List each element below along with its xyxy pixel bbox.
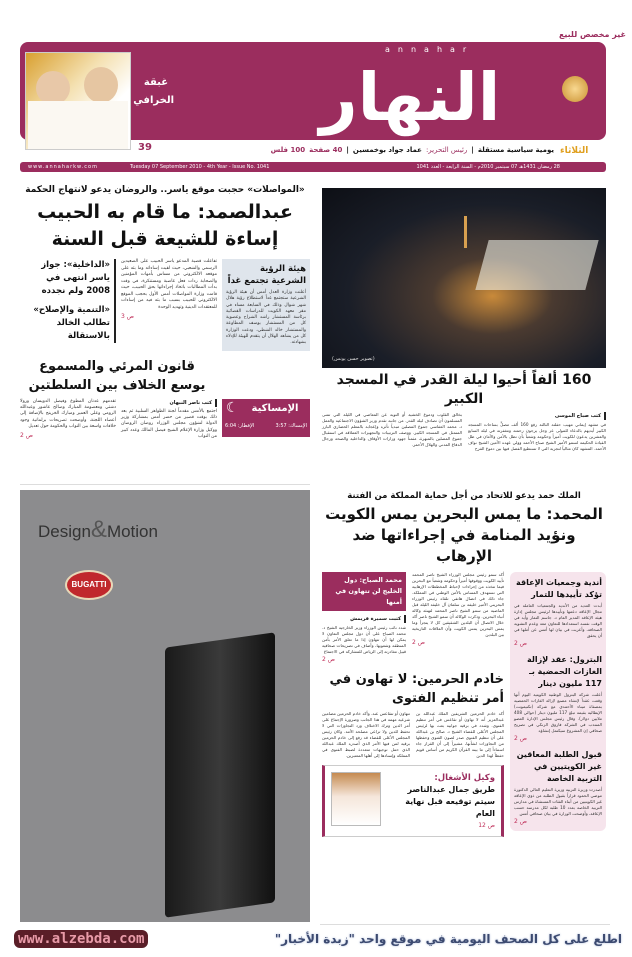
sidebar-body: أصدرت وزيرة التربية وزيرة التعليم العالي الدكتورة موضي الحمود قراراً بقبول الطلبة من ذوي الإعاقة غير الكويتيين من أبناء الفئات المستثناة في مدارس التربية الخاصة بعدد 10 طلبة لكل مدرسة حسب الإعاقة، وأوضحت الوزارة في بيان صحافي أمس [514,787,603,816]
masthead-photo [25,52,131,150]
fatwa-body-2: تتهاون أو تتقاعس عنه. وأكد خادم الحرمين مضامين شرعية مهمة في هذا الجانب وضرورة الإجماع على أمر الدين وترك الاختلاف ورد التجاوزات التي لا تحفظ للدين ولا تراعي مصلحة الأمة. وكان رئيس المجلس الأعلى للقضاء قد رفع إلى خادم الحرمين برقية لمن فيها الأمر الذي أصدره الملك عبدالله الذي حمل توجيهات متعددة لضبط الفتوى في المملكة وإسنادها إلى أهلها المعتبرين. [322,711,410,758]
masthead-info: يومية سياسية مستقلة | رئيس التحرير: عماد جواد بوخمسين | 40 صفحة 100 فلس [270,146,554,154]
not-for-sale-label: غير مخصص للبيع [558,30,626,39]
sidebar-headline[interactable]: قبول الطلبة المعاقين غير الكويتيين في التربية الخاصة [516,750,602,783]
crescent-icon: ☾ [226,399,239,416]
feature-title[interactable]: غبقة الخرافي [133,77,174,106]
page-count: 40 صفحة [309,146,343,154]
bahrain-body: أكد سمو رئيس مجلس الوزراء الشيخ ناصر المحمد تأييد الكويت ووقوفها أميراً وحكومة وشعباً مع البحرين فيما تتخذه من إجراءات لإحباط المخططات الإرهابية التي تستهدف المساس بالأمن الوطني في المملكة. جاء ذلك في اتصال هاتفي تلقاه رئيس الوزراء البحريني الأمير خليفة بن سلمان آل خليفة الليلة قبل الماضية من سمو الشيخ ناصر المحمد لتهنئة وكالة أنباء البحرين. وذكرت الوكالة أن سمو الشيخ ناصر أكد خلال الاتصال أن البلدين الشقيقين كل لا يتجزأ وما يمس البحرين يمس الكويت وأن العلاقات التاريخية بين البلدين [412,572,504,637]
sidebar-page-ref[interactable]: ص 2 [514,640,527,647]
lead-headline[interactable]: عبدالصمد: ما قام به الحبيب إساءة للشيعة قبل السنة [37,201,293,250]
footer-promo [275,930,622,948]
mosque-photo[interactable] [322,188,606,368]
website-link[interactable]: www.annaharkw.com [28,164,98,170]
imsakiya-title: الإمساكية [251,402,299,414]
mosque-section [322,371,606,452]
lead-section [20,184,310,440]
imsakiya-box [222,399,310,437]
promo-name: "زبدة الأخبار" [274,932,355,946]
iftar-time: 6:04 [225,422,237,429]
bahrain-page-ref[interactable]: ص 2 [412,639,425,646]
footer-url[interactable]: www.alzebda.com [14,930,148,948]
photo-credit: (تصوير حسن يونس) [332,356,375,362]
sidebar-body: أعلنت شركة البترول الوطنية الكويتية اليوم أنها وقعت عقداً لإنشاء مصنع لإزالة الغازات الحمضية بمصفاة ميناء الأحمدي مع شركة (تكنيمونت) الإيطالية بقيمة تبلغ 117 مليون دينار (حوالي 408 ملايين دولار). وقال رئيس مجلس الإدارة العضو المنتدب في الشركة فاروق الزنكي في تصريح صحافي إن المشروع سيكتمل إنشاؤه [514,692,602,733]
news-sidebar [510,572,606,831]
iftar-label: الإفطار: [237,422,255,429]
media-law-body-1: اجتمع بالأمس مقدماً لجنة الظواهر السلبية ثم بعد ذلك بوقت قصير من حضر أمس بمشاركة وزير الدولة لشؤون مجلس الوزراء روضان الروضان ووكيل وزارة الإعلام الشيخ فيصل المالك وعدد كبير من النواب [121,408,217,439]
bahrain-section [322,490,606,837]
footer-divider [320,924,610,925]
mosque-body-1: في مشهد إيماني مهيب حفلته الثالثة رفع 160 ألف مصلٍّ بساحات المسجد الكبير أيديهم بالدعاء للمولى عز وجل يرجون رحمته ومغفرته في ليلة السابع والعشرين يدعون للكويت أميراً وحكومة وشعباً بأن تظل بالأمن والأمان في ظل القيادة الحكيمة لسمو الأمير الشيخ صباح الأحمد وولي عهده الأمين الشيخ نواف الأحمد. المشهد كان مثالياً لتجربة التي لا تستطيع الفصل فيها بين دموع الفرح [468,422,606,451]
mosque-courtyard [475,240,598,290]
quote-box[interactable]: محمد الصباح: دول الخليج لن تتهاون في أمنها [322,572,406,611]
bahrain-kicker: الملك حمد يدعو للاتحاد من أجل حماية المملكة من الفتنة [347,491,581,501]
fatwa-body-1: أكد خادم الحرمين الشريفين الملك عبدالله بن عبدالعزيز أنه لا تهاون أو تقاعس في أمر تنظيم الفتوى. وشدد في برقية جوابية بعث بها لرئيس المجلس الأعلى للقضاء الشيخ د. صالح بن عبدالله على أن تنظيم الفتوى صدر لصون الفتوى وحفظها من التجاوزات لشأنها، مشيراً إلى أن القرار جاء استناداً إلى ما بينه القرآن الكريم من أساس قويم حفظاً لهذا الدين [416,711,504,758]
bahrain-headline[interactable]: المحمد: ما يمس البحرين يمس الكويت ونؤيد المنامة في إجراءاتها ضد الإرهاب [325,505,603,565]
lead-side-1[interactable]: «الداخلية»: جواز ياسر انتهى في 2008 ولم نجدده [41,260,110,296]
perfume-bottle [165,632,275,917]
tagline: يومية سياسية مستقلة [477,146,554,154]
lead-page-ref[interactable]: ص 3 [121,313,134,320]
sidebar-headline[interactable]: أندية وجمعيات الإعاقة تؤكد تأييدها للتمار [516,578,602,599]
editor-name: عماد جواد بوخمسين [352,146,422,154]
ruling-box [222,259,310,351]
sidebar-body: أبدت العديد من الأندية والجمعيات العاملة في مجال الإعاقة دعمها وتأييدها لرئيس مجلس إدارة هيئة الإعاقة المدير العام د. جاسم التمار وأيد في الوقت نفسه استعدادها للتعاون معه وعدم التشويه الصحافة، وأعربت في بيان لها أمس عن أملها في أن يحقق [514,603,602,638]
mosque-minaret [464,216,467,248]
feature-page: 39 [138,142,152,153]
fatwa-headline[interactable]: خادم الحرمين: لا تهاون في أمر تنظيم الفتوى [329,672,504,706]
gulf-page-ref[interactable]: ص 2 [322,656,335,663]
sidebar-item[interactable] [514,749,602,826]
sidebar-item[interactable] [514,577,602,648]
works-page-ref[interactable]: ص 12 [478,822,495,829]
logo-emblem-icon [562,76,588,102]
works-box[interactable] [322,765,504,837]
day-badge: الثلاثاء [560,146,589,156]
promo-text: اطلع على كل الصحف اليومية في موقع واحد [359,932,622,946]
lead-body: تفاعلت قضية المدعو ياسر الحبيب على الصعيدين الرسمي والشعبي، حيث لقيت إساءاته وما بثه على موقعه الالكتروني من مساس بأمهات المؤمنين والصحابة ردات فعل غاضبة ومستنكرة، في وقت بدأت المطالبات باتخاذ إجراءاتها بحق الحبيب، حيث قامت وزارة المواصلات أمس الأول بحجب الموقع الالكتروني للحبيب بسبب ما بثه فيه من إساءات للمعتقدات الدينية وتهديد الوحدة [121,259,217,310]
works-headline[interactable]: طريق جمال عبدالناصر سيتم توقيعه قبل نهاية العام [405,785,495,818]
ad-brand-text: Design&Motion [38,516,158,543]
media-law-body-2: تقدمهم عدنان المطوع وفيصل الدويسان ورولا دشتي ومعصومة المبارك وصالح عاشور وعبدالله الرومي وعلي العمير ومبارك الخرينج بالإضافة إلى أعضاء اللجنة، وأوضحت تصريحات برلمانية وجود خلافات واسعة بين النواب والحكومة حول تعديل [20,398,116,429]
logo-latin: annahar [385,45,475,54]
sidebar-headline[interactable]: البترول: عقد لإزالة الغازات الحمضية بـ 117 مليون دينار [527,655,602,688]
media-law-headline[interactable]: قانون المرئي والمسموع يوسع الخلاف بين السلطتين [28,358,206,393]
mosque-headline[interactable]: 160 ألفاً أحيوا ليلة القدر في المسجد الكبير [336,372,592,407]
newspaper-logo: النهار [319,59,501,136]
sidebar-page-ref[interactable]: ص 2 [514,735,527,742]
price: 100 فلس [270,146,306,154]
mosque-byline: كتب صباح الموسى [555,412,606,420]
lead-side-box [20,259,116,343]
date-ar: 28 رمضان 1431هـ 07 سبتمبر 2010م - السنة الرابعة - العدد 1041 [416,164,560,170]
works-photo [331,772,381,826]
media-law-page-ref[interactable]: ص 2 [20,432,33,440]
date-en: Tuesday 07 September 2010 - 4th Year - Issue No. 1041 [130,164,270,170]
sidebar-page-ref[interactable]: ص 2 [514,818,527,825]
gulf-byline: كتبت سميرة فريمش [350,615,406,623]
ruling-box-title[interactable]: هيئة الرؤية الشرعية تجتمع غداً [227,264,306,286]
imsak-time: 3:57 [275,422,287,429]
lead-kicker: «المواصلات» حجبت موقع ياسر.. والروضان يدعو لانتهاج الحكمة [25,185,305,195]
divider [20,484,310,485]
sidebar-item[interactable] [514,654,602,743]
bugatti-logo: BUGATTI [65,570,113,600]
lead-side-2[interactable]: «التنمية والإصلاح» تطالب الخالد بالاستقالة [33,305,110,341]
imsak-label: الإمساك: [288,422,307,429]
date-bar [20,162,606,172]
media-law-byline: كتب ناصر النبهان [169,399,217,407]
ruling-box-body: أعلنت وزارة العدل أمس أن هيئة الرؤية الشرعية ستجتمع غداً لاستطلاع رؤية هلال شهر شوال وذلك في السابعة مساء في مقر معهد الكويت للدراسات القضائية برئاسة المستشار راشد الشراح وعضوية كل من المستشار يوسف المطاوعة والمستشار خالد الشطي، ودعت الوزارة كل من يشاهد الهلال أن يتقدم للهيئة للإدلاء بشهادته. [226,290,306,346]
works-kicker: وكيل الأشغال: [434,773,495,783]
gulf-body: شدد نائب رئيس الوزراء وزير الخارجية الشيخ د. محمد الصباح على أن دول مجلس التعاون لا يمكن لها أن تتهاون إذا ما تعلق الأمر بأمن المنطقة وشعوبها، وأضاف في تصريحات صحافية قبيل مغادرته إلى الرياض للمشاركة في الاجتماع [322,625,406,654]
perfume-ad[interactable] [20,490,310,922]
editor-label: رئيس التحرير: [425,146,468,154]
mosque-body-2: بخالق القلوب ودموع الخشية أو التوبة عن المعاصي في الليلة التي تمنى المسلمون أن تصادف ليلة القدر. من جانبه تقدم وزير الشؤون الاجتماعية والعمل د. محمد العفاسي جموع المصلين مبدياً تأثره وإعجابه بالمعلم الحضاري البارز المتمثل في المسجد الكبير. ووصف الترتيبات والتجهيزات العملاقة في استقبال جموع المصلين بالمبهرة، مثمناً جهود وزارات الأوقاف والداخلية والصحة ورجال الدفاع المدني والهلال الأحمر. [322,412,462,447]
